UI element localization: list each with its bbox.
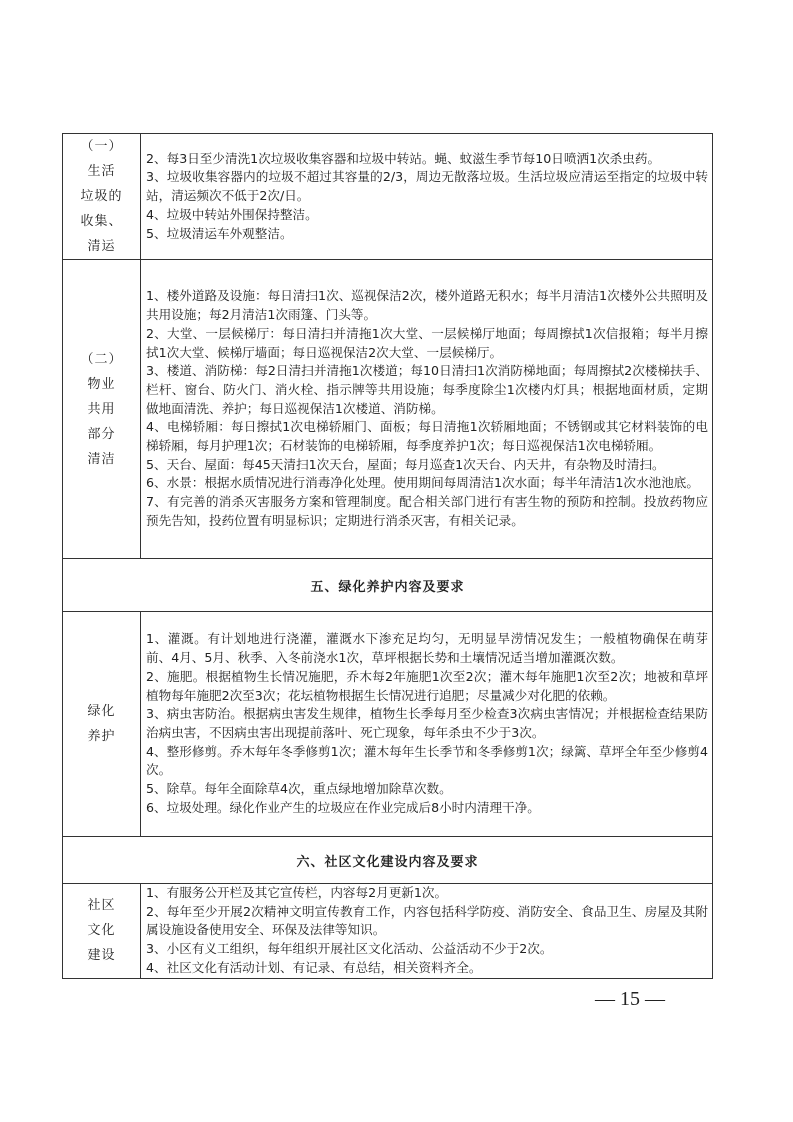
requirement-item: 7、有完善的消杀灭害服务方案和管理制度。配合相关部门进行有害生物的预防和控制。投放药物应预先告知，投药位置有明显标识；定期进行消杀灭害，有相关记录。 — [146, 494, 708, 528]
row-content — [141, 612, 713, 837]
label-line: 文化 — [87, 923, 116, 939]
requirement-item: 2、大堂、一层候梯厅：每日清扫并清拖1次大堂、一层候梯厅地面；每周擦拭1次信报箱；每半月擦拭1次大堂、候梯厅墙面；每日巡视保洁2次大堂、一层候梯厅。 — [146, 325, 708, 360]
label-line: （一） — [80, 139, 123, 154]
row-common-area-cleaning — [63, 260, 713, 559]
row-content — [141, 134, 713, 260]
requirement-item: 6、水景：根据水质情况进行消毒净化处理。使用期间每周清洁1次水面；每半年清洁1次水池池底。 — [146, 475, 699, 491]
section-heading-row — [63, 837, 713, 884]
row-community-culture — [63, 884, 713, 979]
label-line: 收集、 — [80, 214, 123, 229]
requirement-item: 2、每年至少开展2次精神文明宣传教育工作，内容包括科学防疫、消防安全、食品卫生、房屋及其附属设施设备使用安全、环保及法律等知识。 — [146, 903, 708, 938]
row-garbage-collection — [63, 134, 713, 260]
row-label — [63, 612, 141, 837]
requirement-item: 1、楼外道路及设施：每日清扫1次、巡视保洁2次，楼外道路无积水；每半月清洁1次楼外公共照明及共用设施；每2月清洁1次雨篷、门头等。 — [146, 288, 708, 323]
label-line: 生活 — [87, 164, 116, 179]
section-heading: 五、绿化养护内容及要求 — [63, 559, 713, 612]
section-heading-row — [63, 559, 713, 612]
row-content — [141, 884, 713, 979]
requirement-item: 3、楼道、消防梯：每2日清扫并清拖1次楼道；每10日清扫1次消防梯地面；每周擦拭2次楼梯扶手、栏杆、窗台、防火门、消火栓、指示牌等共用设施；每季度除尘1次楼内灯具；根据地面材质，定期做地面清洗、养护；每日巡视保洁1次楼道、消防梯。 — [146, 363, 708, 416]
page-number: — 15 — — [595, 988, 665, 1010]
row-label — [63, 134, 141, 260]
label-line: 养护 — [87, 729, 116, 744]
requirement-item: 4、整形修剪。乔木每年冬季修剪1次；灌木每年生长季节和冬季修剪1次；绿篱、草坪全年至少修剪4次。 — [146, 743, 708, 778]
requirement-item: 4、电梯轿厢：每日擦拭1次电梯轿厢门、面板；每日清拖1次轿厢地面；不锈钢或其它材料装饰的电梯轿厢，每月护理1次；石材装饰的电梯轿厢，每季度养护1次；每日巡视保洁1次电梯轿厢。 — [146, 419, 708, 454]
label-line: 建设 — [87, 948, 116, 964]
requirement-item: 2、施肥。根据植物生长情况施肥，乔木每2年施肥1次至2次；灌木每年施肥1次至2次；地被和草坪植物每年施肥2次至3次；花坛植物根据生长情况进行追肥；尽量减少对化肥的依赖。 — [146, 668, 708, 703]
row-label — [63, 260, 141, 559]
label-line: （二） — [80, 351, 123, 367]
requirement-item: 5、垃圾清运车外观整洁。 — [146, 225, 293, 241]
requirement-item: 5、天台、屋面：每45天清扫1次天台，屋面；每月巡查1次天台、内天井，有杂物及时清扫。 — [146, 456, 665, 472]
requirement-item: 3、小区有义工组织，每年组织开展社区文化活动、公益活动不少于2次。 — [146, 941, 553, 957]
label-line: 垃圾的 — [80, 189, 123, 204]
requirement-item: 4、社区文化有活动计划、有记录、有总结，相关资料齐全。 — [146, 959, 482, 975]
label-line: 物业 — [87, 376, 116, 392]
section-heading: 六、社区文化建设内容及要求 — [63, 837, 713, 884]
requirement-item: 3、垃圾收集容器内的垃圾不超过其容量的2/3，周边无散落垃圾。生活垃圾应清运至指定的垃圾中转站，清运频次不低于2次/日。 — [146, 169, 708, 204]
requirement-item: 1、灌溉。有计划地进行浇灌，灌溉水下渗充足均匀，无明显旱涝情况发生；一般植物确保在萌芽前、4月、5月、秋季、入冬前浇水1次，草坪根据长势和土壤情况适当增加灌溉次数。 — [146, 631, 708, 666]
requirement-item: 1、有服务公开栏及其它宣传栏，内容每2月更新1次。 — [146, 885, 448, 900]
label-line: 社区 — [87, 898, 116, 914]
row-label — [63, 884, 141, 979]
requirement-item: 2、每3日至少清洗1次垃圾收集容器和垃圾中转站。蝇、蚊滋生季节每10日喷洒1次杀虫药。 — [146, 150, 661, 166]
label-line: 绿化 — [87, 704, 116, 719]
row-content — [141, 260, 713, 559]
requirement-item: 6、垃圾处理。绿化作业产生的垃圾应在作业完成后8小时内清理干净。 — [146, 799, 540, 815]
row-greening — [63, 612, 713, 837]
requirement-item: 5、除草。每年全面除草4次，重点绿地增加除草次数。 — [146, 781, 452, 797]
label-line: 部分 — [87, 426, 116, 442]
requirement-item: 4、垃圾中转站外围保持整洁。 — [146, 206, 318, 222]
label-line: 清洁 — [87, 451, 116, 467]
label-line: 共用 — [87, 401, 116, 417]
requirement-item: 3、病虫害防治。根据病虫害发生规律，植物生长季每月至少检查3次病虫害情况；并根据检查结果防治病虫害，不因病虫害出现提前落叶、死亡现象，每年杀虫不少于3次。 — [146, 706, 708, 740]
standards-table — [62, 133, 713, 979]
label-line: 清运 — [87, 239, 116, 254]
